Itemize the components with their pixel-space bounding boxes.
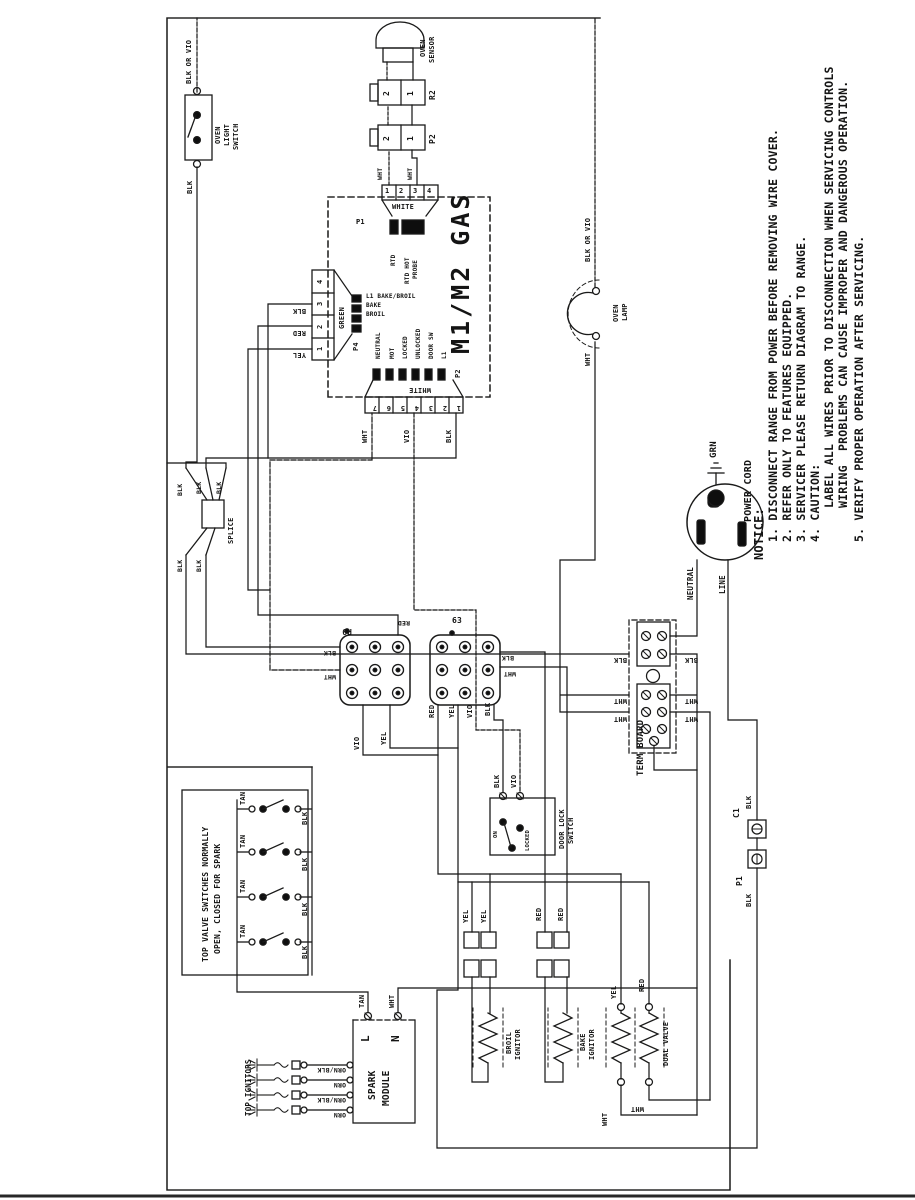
splice [202,500,224,528]
bake-red-1: RED [535,907,543,921]
door-locked: LOCKED [525,829,531,851]
splice-blk-5: BLK [195,559,203,572]
p2-pin-doorsw: DOOR SW [428,332,435,359]
p4-pin-bake: BAKE [366,302,382,309]
module-tan: TAN [358,994,366,1008]
sensor-wht-1: WHT [376,167,384,180]
door-lock-2: SWITCH [567,817,575,844]
line-label: LINE [718,575,727,594]
p2-pin-unlocked: UNLOCKED [415,328,422,359]
oven-light-3: SWITCH [232,123,240,150]
orn-2: ORN/BLK [317,1096,346,1104]
module-l: L [359,1035,372,1042]
p2s-pin2: 2 [382,135,391,141]
p2-pin-l1: L1 [441,351,448,359]
grn-label: GRN [709,441,719,458]
g3-label: 63 [452,616,463,625]
r2-pin2: 2 [382,90,391,96]
p1-cell-3: 3 [413,187,418,195]
p9-yel: YEL [380,731,388,745]
notice-1: 1. DISCONNECT RANGE FROM POWER BEFORE REMOVING WIRE COVER. [766,128,780,542]
p4-pin-broil: BROIL [366,311,386,318]
term-blk-1: BLK [613,656,627,664]
r2-label: R2 [428,89,437,100]
g3-yel: YEL [448,704,456,718]
valve-title-1: TOP VALVE SWITCHES NORMALLY [201,826,210,962]
blk-or-vio-top: BLK OR VIO [185,39,193,84]
p4-blk: BLK [292,307,306,315]
term-wht-3: WHT [684,697,698,705]
p2-cell-7: 7 [372,404,377,412]
door-vio: VIO [510,774,518,788]
splice-blk-3: BLK [215,481,223,494]
p2-cell-2: 2 [442,404,447,412]
ignitor-elements [473,1004,664,1086]
p2-exit-wht: WHT [361,429,369,443]
notice-heading: NOTICE: [752,508,766,560]
p2s-pin1: 1 [406,135,415,141]
wire-runs [167,18,757,1148]
oven-lamp-1: OVEN [612,304,620,322]
p2s-label: P2 [428,133,437,144]
ignitor-connector-blocks [464,932,569,977]
p2-pin-locked: LOCKED [402,336,409,359]
r2-pin1: 1 [406,90,415,96]
power-cord-label: POWER CORD [743,459,754,522]
g3-blk: BLK [484,702,492,716]
dual-wht-1: WHT [601,1112,609,1126]
orn-3: ORN [333,1081,346,1089]
valve-blk-4: BLK [301,945,309,959]
connector-c1 [748,820,766,838]
c1-blk: BLK [745,795,753,809]
g3-red: RED [428,704,436,718]
notice-4: 4. CAUTION: [808,463,822,542]
term-wht-2: WHT [613,715,627,723]
broil-ignitor-2: IGNITOR [514,1029,522,1060]
door-lock-1: DOOR LOCK [558,809,566,849]
orn-4: ORN/BLK [317,1066,346,1074]
sensor-wht-2: WHT [406,167,414,180]
p2-cell-5: 5 [400,404,405,412]
p4-pin-l1: L1 BAKE/BROIL [366,293,416,300]
notice-3: 3. SERVICER PLEASE RETURN DIAGRAM TO RANGE. [794,235,808,542]
p9-wht: WHT [323,673,336,681]
dual-wht-2: WHT [630,1105,644,1113]
connector-63 [430,631,500,705]
p1-white: WHITE [392,203,415,211]
valve-tan-4: TAN [239,924,247,938]
term-board-label: TERM BOARD [636,719,646,776]
oven-sensor-1: OVEN [419,39,427,57]
p1-cell-1: 1 [385,187,390,195]
p1-rtd: RTD [390,254,397,266]
valve-tan-1: TAN [239,791,247,805]
p4-yel: YEL [292,351,306,359]
broil-yel-1: YEL [462,909,470,923]
module-wht: WHT [388,994,396,1008]
p2-cell-4: 4 [414,404,419,412]
c1-label: C1 [732,807,741,818]
p2-pin-mot: MOT [389,347,396,359]
spark-module [347,1013,415,1124]
module-n: N [389,1035,402,1042]
p9-red: RED [397,619,410,627]
p1-label: P1 [356,218,365,226]
p9-label: P9 [341,627,352,636]
broil-ignitor-1: BROIL [505,1031,513,1054]
valve-tan-3: TAN [239,879,247,893]
oven-light-1: OVEN [214,126,222,144]
connector-p1-inline [748,850,766,868]
ground-icon [708,463,724,473]
p2-pin-neutral: NEUTRAL [375,332,382,359]
lamp-blk-or-vio: BLK OR VIO [584,217,592,262]
connector-p9 [340,629,410,705]
oven-lamp-2: LAMP [621,303,629,321]
p4-red: RED [292,329,306,337]
g3-wht-dn: WHT [503,670,516,678]
g3-vio: VIO [466,704,474,718]
g3-blk-dn: BLK [501,654,514,662]
p2-label: P2 [454,369,462,378]
top-ignitors: TOP IGNITORS [244,1059,253,1116]
oven-sensor-2: SENSOR [428,36,436,63]
splice-blk-4: BLK [176,559,184,572]
dual-valve: DUAL VALVE [662,1021,670,1066]
notice-4a: LABEL ALL WIRES PRIOR TO DISCONNECTION WHEN SERVICING CONTROLS [822,66,836,508]
spark-module-2: MODULE [381,1070,392,1106]
notice-4b: WIRING PROBLEMS CAN CAUSE IMPROPER AND DANGEROUS OPERATION. [836,80,850,508]
dual-yel: YEL [610,985,618,999]
p9-blk: BLK [323,649,336,657]
p4-green: GREEN [338,306,346,329]
bake-ignitor-2: IGNITOR [588,1029,596,1060]
dual-red: RED [638,978,646,992]
p2-cell-3: 3 [428,404,433,412]
p2-exit-vio: VIO [403,429,411,443]
p4-cell-4: 4 [316,279,324,284]
bake-red-2: RED [557,907,565,921]
p2-exit-blk: BLK [445,429,453,443]
p4-cell-1: 1 [316,346,324,351]
oven-sensor [376,22,424,62]
valve-blk-3: BLK [301,902,309,916]
neutral-label: NEUTRAL [686,566,695,600]
p4-cell-2: 2 [316,324,324,329]
splice-blk-2: BLK [195,481,203,494]
p9-vio: VIO [353,736,361,750]
p2-white: WHITE [408,386,431,394]
p4-cell-3: 3 [316,301,324,306]
p4-label: P4 [352,342,360,351]
oven-light-2: LIGHT [223,123,231,146]
p1i-label: P1 [735,875,744,886]
orn-1: ORN [333,1111,346,1119]
connector-p2-sensor [370,125,425,150]
p1i-blk: BLK [745,893,753,907]
spark-module-1: SPARK [367,1070,378,1100]
door-blk: BLK [493,774,501,788]
valve-blk-1: BLK [301,811,309,825]
p1-cell-4: 4 [427,187,432,195]
p1-rtd-hot: RTD HOT [404,257,411,284]
splice-label: SPLICE [227,517,235,544]
valve-switch [249,800,301,945]
lamp-wht: WHT [584,352,592,366]
p2-cell-6: 6 [386,404,391,412]
oven-light-switch [185,88,212,168]
notice-5: 5. VERIFY PROPER OPERATION AFTER SERVICING. [852,235,866,542]
connector-r2 [370,80,425,105]
p1-probe: PROBE [412,259,419,279]
splice-blk-1: BLK [176,483,184,496]
term-wht-1: WHT [613,697,627,705]
p2-cell-1: 1 [456,404,461,412]
notice-2: 2. REFER ONLY TO FEATURES EQUIPPED. [780,292,794,542]
valve-blk-2: BLK [301,857,309,871]
oven-lamp [567,280,599,348]
broil-yel-2: YEL [480,909,488,923]
door-on: ON [493,830,499,838]
light-blk: BLK [186,180,194,194]
p1-cell-2: 2 [399,187,404,195]
valve-title-2: OPEN, CLOSED FOR SPARK [213,843,222,954]
valve-tan-2: TAN [239,834,247,848]
term-wht-4: WHT [684,715,698,723]
bake-ignitor-1: BAKE [579,1033,587,1051]
term-blk-2: BLK [684,656,698,664]
board-title: M1/M2 GAS [446,191,475,354]
